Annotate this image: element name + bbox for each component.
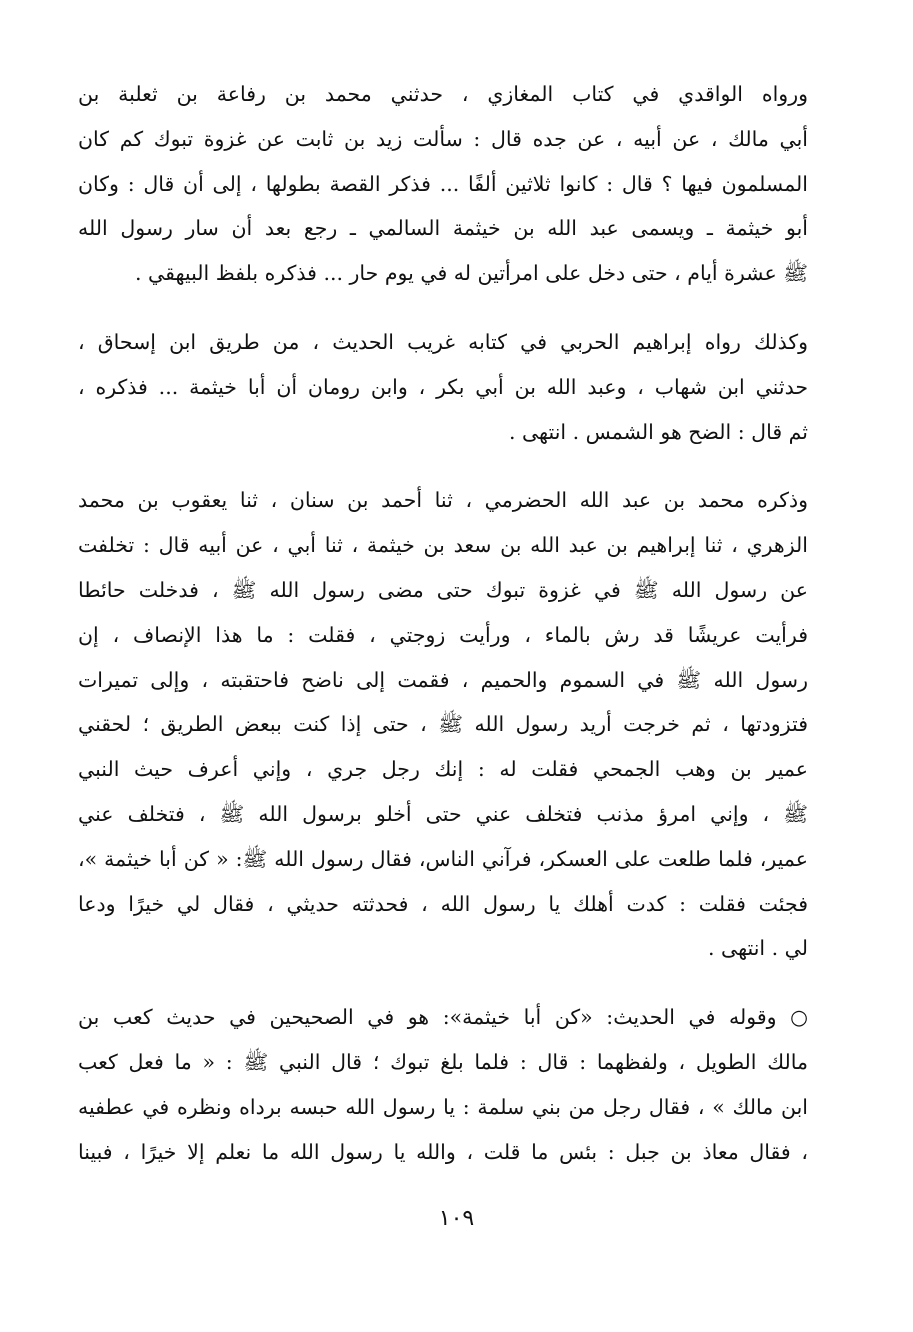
text-line: وكذلك رواه إبراهيم الحربي في كتابه غريب الحديث ، من طريق ابن إسحاق ، [78,329,808,354]
text-line: حدثني ابن شهاب ، وعبد الله بن أبي بكر ، وابن رومان أن أبا خيثمة ... فذكره ، [78,374,808,399]
text-line: فرأيت عريشًا قد رش بالماء ، ورأيت زوجتي ، فقلت : ما هذا الإنصاف ، إن [78,622,808,647]
text-line: ، فقال معاذ بن جبل : بئس ما قلت ، والله يا رسول الله ما نعلم إلا خيرًا ، فبينا [78,1139,808,1164]
paragraph-2 [78,320,808,454]
text-line: أبي مالك ، عن أبيه ، عن جده قال : سألت زيد بن ثابت عن غزوة تبوك كم كان [78,126,808,151]
text-line: رسول الله ﷺ في السموم والحميم ، فقمت إلى ناضح فاحتقبته ، وإلى تميرات [78,667,808,692]
text-line: مالك الطويل ، ولفظهما : قال : فلما بلغ تبوك ؛ قال النبي ﷺ : « ما فعل كعب [78,1049,808,1074]
text-line: ورواه الواقدي في كتاب المغازي ، حدثني محمد بن رفاعة بن ثعلبة بن [78,82,808,106]
text-line: فتزودتها ، ثم خرجت أريد رسول الله ﷺ ، حتى إذا كنت ببعض الطريق ؛ لحقني [78,712,808,737]
text-line: ﷺ ، وإني امرؤ مذنب فتخلف عني حتى أخلو برسول الله ﷺ ، فتخلف عني [78,801,808,826]
text-line: الزهري ، ثنا إبراهيم بن عبد الله بن سعد بن خيثمة ، ثنا أبي ، عن أبيه قال : تخلفت [78,533,808,558]
text-line: لي . انتهى . [707,936,808,961]
text-line: ثم قال : الضح هو الشمس . انتهى . [508,419,808,444]
text-line: عن رسول الله ﷺ في غزوة تبوك حتى مضى رسول الله ﷺ ، فدخلت حائطا [78,577,808,602]
page-number: ١٠٩ [438,1206,475,1231]
paragraph-1 [78,72,808,296]
text-line: ابن مالك » ، فقال رجل من بني سلمة : يا رسول الله حبسه برداه ونظره في عطفيه [78,1094,808,1119]
text-line: وذكره محمد بن عبد الله الحضرمي ، ثنا أحمد بن سنان ، ثنا يعقوب بن محمد [78,488,808,513]
text-line: فجئت فقلت : كدت أهلك يا رسول الله ، فحدثته حديثي ، فقال لي خيرًا ودعا [78,891,808,916]
text-line: أبو خيثمة ـ ويسمى عبد الله بن خيثمة السالمي ـ رجع بعد أن سار رسول الله [78,216,808,241]
text-line: عمير بن وهب الجمحي فقلت له : إنك رجل جري ، وإني أعرف حيث النبي [78,757,808,782]
text-line: المسلمون فيها ؟ قال : كانوا ثلاثين ألفًا ... فذكر القصة بطولها ، إلى أن قال : وكان [78,171,808,196]
text-line: ﷺ عشرة أيام ، حتى دخل على امرأتين له في يوم حار ... فذكره بلفظ البيهقي . [134,261,808,286]
text-line: ○ وقوله في الحديث: «كن أبا خيثمة»: هو في الصحيحين في حديث كعب بن [78,1005,808,1030]
text-line: عمير، فلما طلعت على العسكر، فرآني الناس، فقال رسول الله ﷺ: « كن أبا خيثمة »، [78,846,808,871]
paragraph-4 [78,995,808,1174]
page-body [78,72,808,1198]
paragraph-3 [78,478,808,971]
